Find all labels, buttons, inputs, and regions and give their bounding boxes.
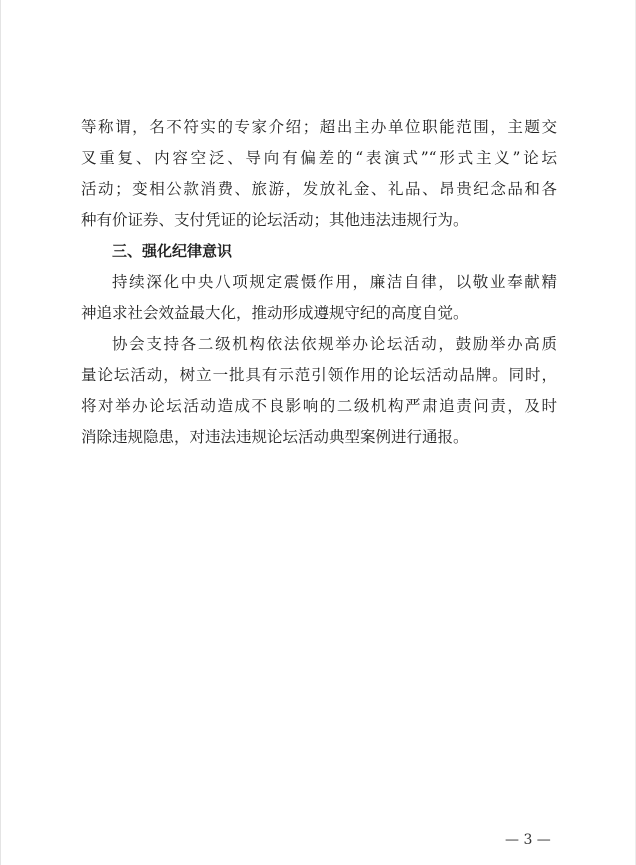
text-line: 叉重复、内容空泛、导向有偏差的“表演式”“形式主义”论坛: [81, 149, 557, 167]
document-body: [81, 112, 557, 453]
text-line: 协会支持各二级机构依法依规举办论坛活动，鼓励举办高质: [112, 335, 557, 353]
text-line: 量论坛活动，树立一批具有示范引领作用的论坛活动品牌。同时，: [81, 366, 557, 384]
paragraph-eight-rules: [81, 267, 557, 329]
text-line: 神追求社会效益最大化，推动形成遵规守纪的高度自觉。: [81, 304, 469, 322]
text-line: 种有价证券、支付凭证的论坛活动；其他违法违规行为。: [81, 211, 469, 229]
page-number: — 3 —: [505, 832, 551, 848]
paragraph-prohibited-activities: [81, 112, 557, 236]
section-heading-discipline: [81, 236, 557, 267]
section-heading: 三、强化纪律意识: [112, 242, 233, 260]
text-line: 活动；变相公款消费、旅游，发放礼金、礼品、昂贵纪念品和各: [81, 180, 557, 198]
text-line: 将对举办论坛活动造成不良影响的二级机构严肃追责问责，及时: [81, 397, 557, 415]
text-line: 消除违规隐患，对违法违规论坛活动典型案例进行通报。: [81, 428, 469, 446]
text-line: 等称谓，名不符实的专家介绍；超出主办单位职能范围，主题交: [81, 118, 557, 136]
paragraph-association-support: [81, 329, 557, 453]
text-line: 持续深化中央八项规定震慑作用，廉洁自律，以敬业奉献精: [112, 273, 557, 291]
